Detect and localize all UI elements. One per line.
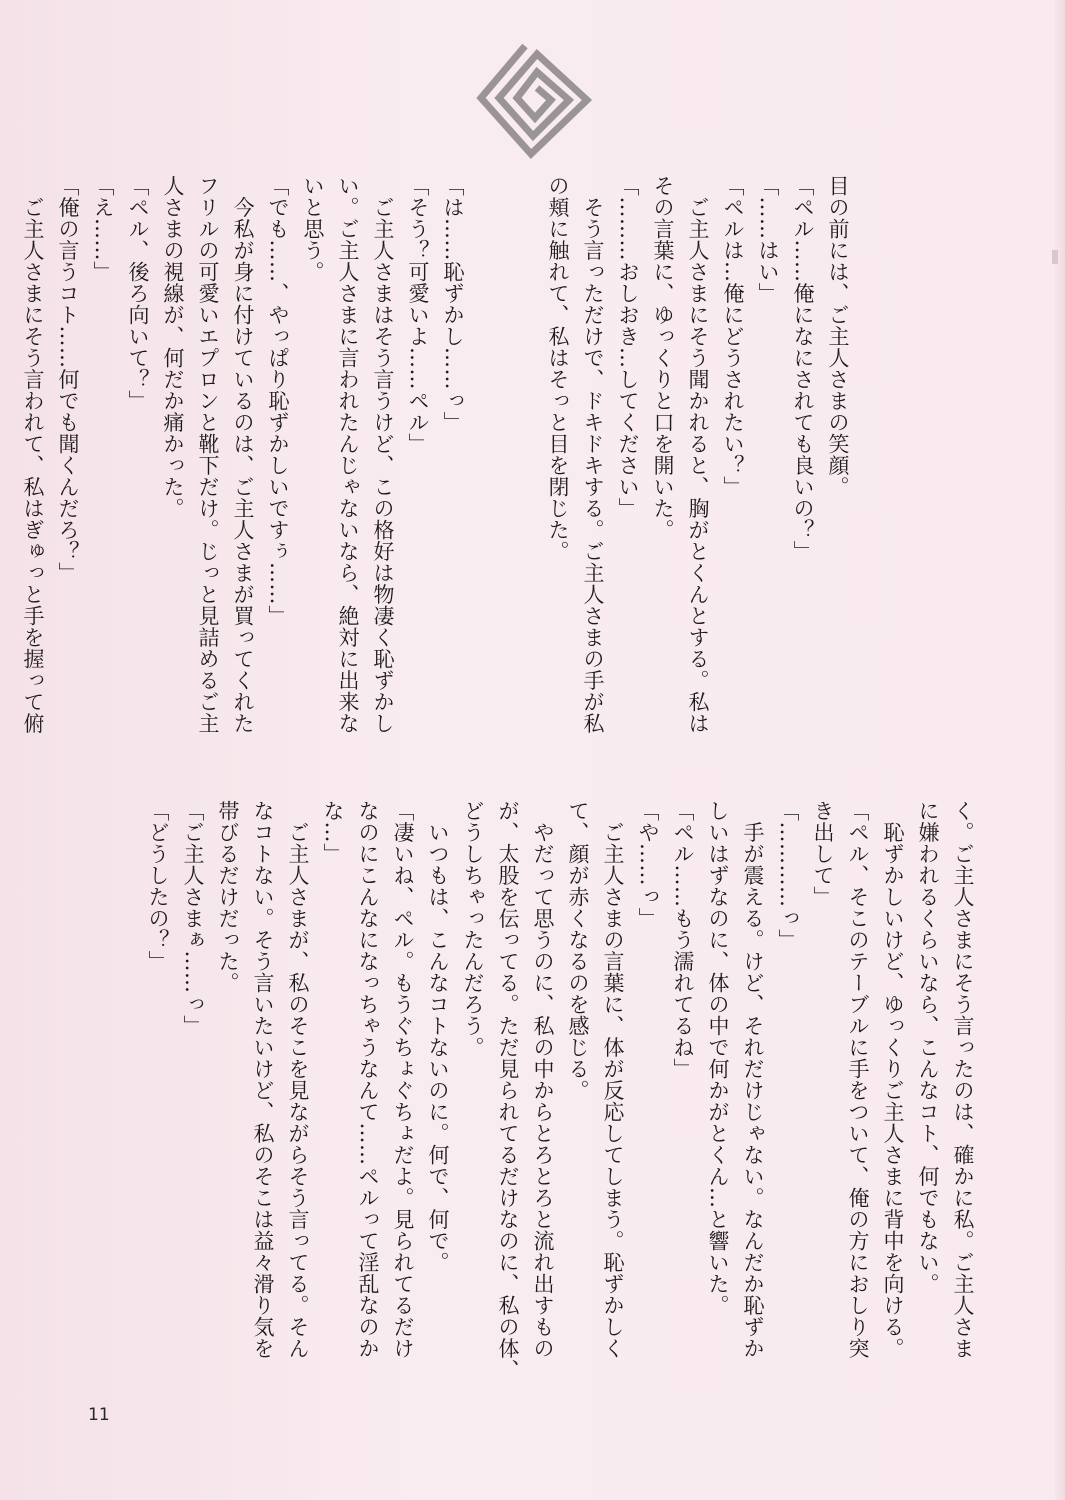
text-line: 「でも……、やっぱり恥ずかしいですぅ……」 [266, 175, 290, 627]
text-line: き出して」 [811, 800, 835, 908]
text-line: 「ペル……もう濡れてるね」 [671, 800, 695, 1080]
text-line: 「………おしおき…してください」 [616, 175, 640, 519]
page-edge [1055, 0, 1065, 1500]
text-block-bottom [140, 800, 980, 1410]
text-line: 「……はい」 [756, 175, 780, 304]
text-line: い。ご主人さまに言われたんじゃないなら、絶対に出来な [336, 175, 360, 734]
text-line: どうしちゃったんだろう。 [461, 800, 485, 1058]
text-line: 「え……」 [91, 175, 115, 283]
text-line: その言葉に、ゆっくりと口を開いた。 [651, 175, 675, 541]
text-line: 恥ずかしいけど、ゆっくりご主人さまに背中を向ける。 [881, 800, 905, 1359]
margin-mark [1052, 250, 1058, 264]
text-line: 「そう？可愛いよ……ペル」 [406, 175, 430, 455]
text-block-top [15, 175, 855, 785]
text-line: て、顔が赤くなるのを感じる。 [566, 800, 590, 1101]
text-line: いと思う。 [301, 175, 325, 283]
text-line: 目の前には、ご主人さまの笑顔。 [826, 175, 850, 498]
text-line: 帯びるだけだった。 [216, 800, 240, 994]
text-line: ご主人さまが、私のそこを見ながらそう言ってる。そん [286, 800, 310, 1359]
text-line: が、太股を伝ってる。ただ見られてるだけなのに、私の体、 [496, 800, 520, 1381]
text-line: 手が震える。けど、それだけじゃない。なんだか恥ずか [741, 800, 765, 1359]
text-line: 「俺の言うコト……何でも聞くんだろ？」 [56, 175, 80, 584]
text-line: 「どうしたの？」 [146, 800, 170, 972]
text-line: 「ペルは…俺にどうされたい？」 [721, 175, 745, 498]
text-line: く。ご主人さまにそう言ったのは、確かに私。ご主人さま [951, 800, 975, 1359]
page-number: 11 [88, 1405, 110, 1425]
text-line: 「…………っ」 [776, 800, 800, 951]
text-line: なコトない。そう言いたいけど、私のそこは益々滑り気を [251, 800, 275, 1359]
text-line: ご主人さまはそう言うけど、この格好は物凄く恥ずかし [371, 175, 395, 734]
text-line: 「凄いね、ペル。もうぐちょぐちょだよ。見られてるだけ [391, 800, 415, 1359]
text-line: 「や……っ」 [636, 800, 660, 929]
text-line: やだって思うのに、私の中からとろとろと流れ出すもの [531, 800, 555, 1359]
text-line: 「は……恥ずかし……っ」 [441, 175, 465, 433]
text-line: 「ペル、そこのテーブルに手をついて、俺の方におしり突 [846, 800, 870, 1359]
text-line: しいはずなのに、体の中で何かがとくん…と響いた。 [706, 800, 730, 1316]
text-line: そう言っただけで、ドキドキする。ご主人さまの手が私 [581, 175, 605, 734]
text-line: 今私が身に付けているのは、ご主人さまが買ってくれた [231, 175, 255, 734]
text-line: 「ご主人さまぁ……っ」 [181, 800, 205, 1037]
text-line: いつもは、こんなコトないのに。何で、何で。 [426, 800, 450, 1273]
spiral-diamond-icon [475, 40, 593, 162]
text-line: ご主人さまの言葉に、体が反応してしまう。恥ずかしく [601, 800, 625, 1359]
text-line: 「ペル、後ろ向いて？」 [126, 175, 150, 412]
text-line [470, 175, 505, 785]
text-line: な…」 [321, 800, 345, 865]
text-line: なのにこんなになっちゃうなんて……ペルって淫乱なのか [356, 800, 380, 1359]
text-line: に嫌われるくらいなら、こんなコト、何でもない。 [916, 800, 940, 1295]
text-line: 人さまの視線が、何だか痛かった。 [161, 175, 185, 519]
text-line: フリルの可愛いエプロンと靴下だけ。じっと見詰めるご主 [196, 175, 220, 734]
text-line: ご主人さまにそう聞かれると、胸がとくんとする。私は [686, 175, 710, 734]
text-line: ご主人さまにそう言われて、私はぎゅっと手を握って俯 [21, 175, 45, 734]
text-line [505, 175, 540, 785]
text-line: の頬に触れて、私はそっと目を閉じた。 [546, 175, 570, 562]
text-line: 「ペル……俺になにされても良いの？」 [791, 175, 815, 562]
